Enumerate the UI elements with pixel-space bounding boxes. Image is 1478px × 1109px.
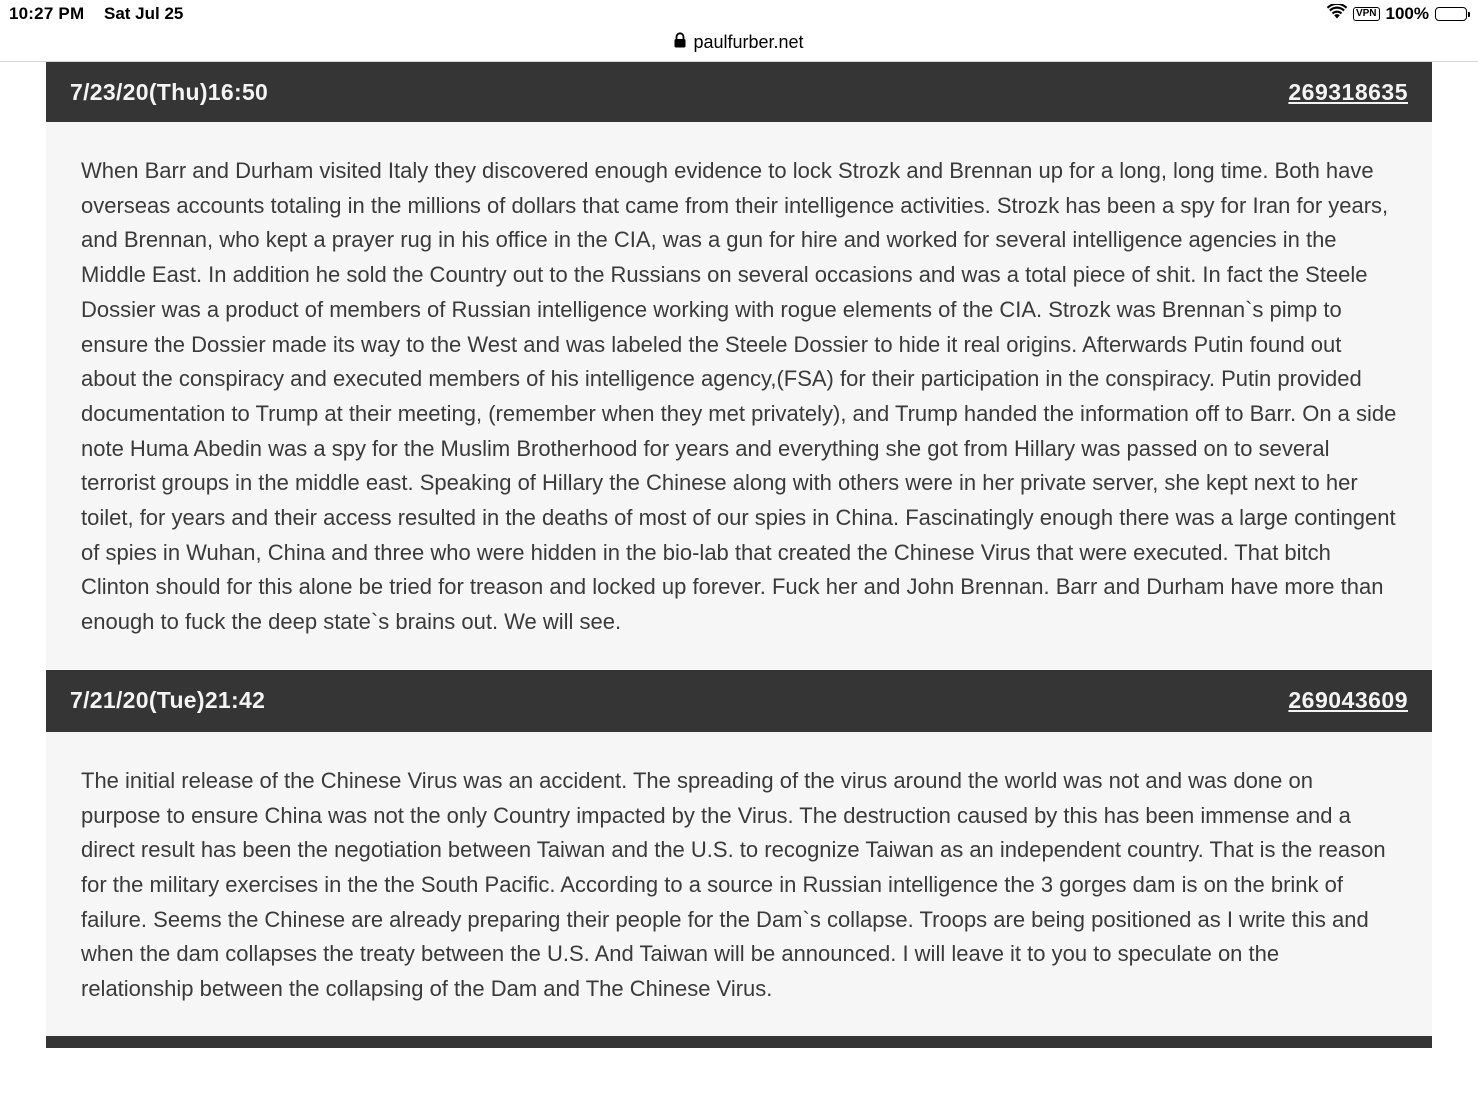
post-header xyxy=(46,62,1432,122)
vpn-badge: VPN xyxy=(1353,7,1380,21)
post-header-next xyxy=(46,1036,1432,1048)
url-text[interactable]: paulfurber.net xyxy=(693,32,804,52)
status-time: 10:27 PM xyxy=(9,4,85,23)
post-id-link[interactable]: 269043609 xyxy=(1288,687,1408,714)
status-date: Sat Jul 25 xyxy=(104,4,184,23)
wifi-icon xyxy=(1327,4,1347,24)
post-header xyxy=(46,670,1432,732)
post-date: 7/23/20(Thu)16:50 xyxy=(70,78,269,105)
battery-percent: 100% xyxy=(1385,4,1429,23)
post-date: 7/21/20(Tue)21:42 xyxy=(70,687,266,714)
lock-icon xyxy=(674,32,686,53)
post-list xyxy=(46,62,1432,1048)
post-id-link[interactable]: 269318635 xyxy=(1288,78,1408,105)
post-body: The initial release of the Chinese Virus was an accident. The spreading of the virus around the world was not and was done on purpose to ensure China was not the only Country impacted by the Virus. The destruction caused by this has been immense and a direct result has been the negotiation between Taiwan and the U.S. to recognize Taiwan as an independent country. That is the reason for the military exercises in the the South Pacific. According to a source in Russian intelligence the 3 gorges dam is on the brink of failure. Seems the Chinese are already preparing their people for the Dam`s collapse. Troops are being positioned as I write this and when the dam collapses the treaty between the U.S. And Taiwan will be announced. I will leave it to you to speculate on the relationship between the collapsing of the Dam and The Chinese Virus. xyxy=(46,732,1432,1036)
battery-icon xyxy=(1435,7,1470,21)
status-bar xyxy=(0,0,1478,28)
address-bar[interactable] xyxy=(0,28,1478,62)
post-body: When Barr and Durham visited Italy they discovered enough evidence to lock Strozk and Brennan up for a long, long time. Both have overseas accounts totaling in the millions of dollars that came from their intelligence activities. Strozk has been a spy for Iran for years, and Brennan, who kept a prayer rug in his office in the CIA, was a gun for hire and worked for several intelligence agencies in the Middle East. In addition he sold the Country out to the Russians on several occasions and was a total piece of shit. In fact the Steele Dossier was a product of members of Russian intelligence working with rogue elements of the CIA. Strozk was Brennan`s pimp to ensure the Dossier made its way to the West and was labeled the Steele Dossier to hide it real origins. Afterwards Putin found out about the conspiracy and executed members of his intelligence agency,(FSA) for their participation in the conspiracy. Putin provided documentation to Trump at their meeting, (remember when they met privately), and Trump handed the information off to Barr. On a side note Huma Abedin was a spy for the Muslim Brotherhood for years and everything she got from Hillary was passed on to several terrorist groups in the middle east. Speaking of Hillary the Chinese along with others were in her private server, she kept next to her toilet, for years and their access resulted in the deaths of most of our spies in China. Fascinatingly enough there was a large contingent of spies in Wuhan, China and three who were hidden in the bio-lab that created the Chinese Virus that were executed. That bitch Clinton should for this alone be tried for treason and locked up forever. Fuck her and John Brennan. Barr and Durham have more than enough to fuck the deep state`s brains out. We will see. xyxy=(46,122,1432,669)
status-indicators xyxy=(1327,4,1470,24)
